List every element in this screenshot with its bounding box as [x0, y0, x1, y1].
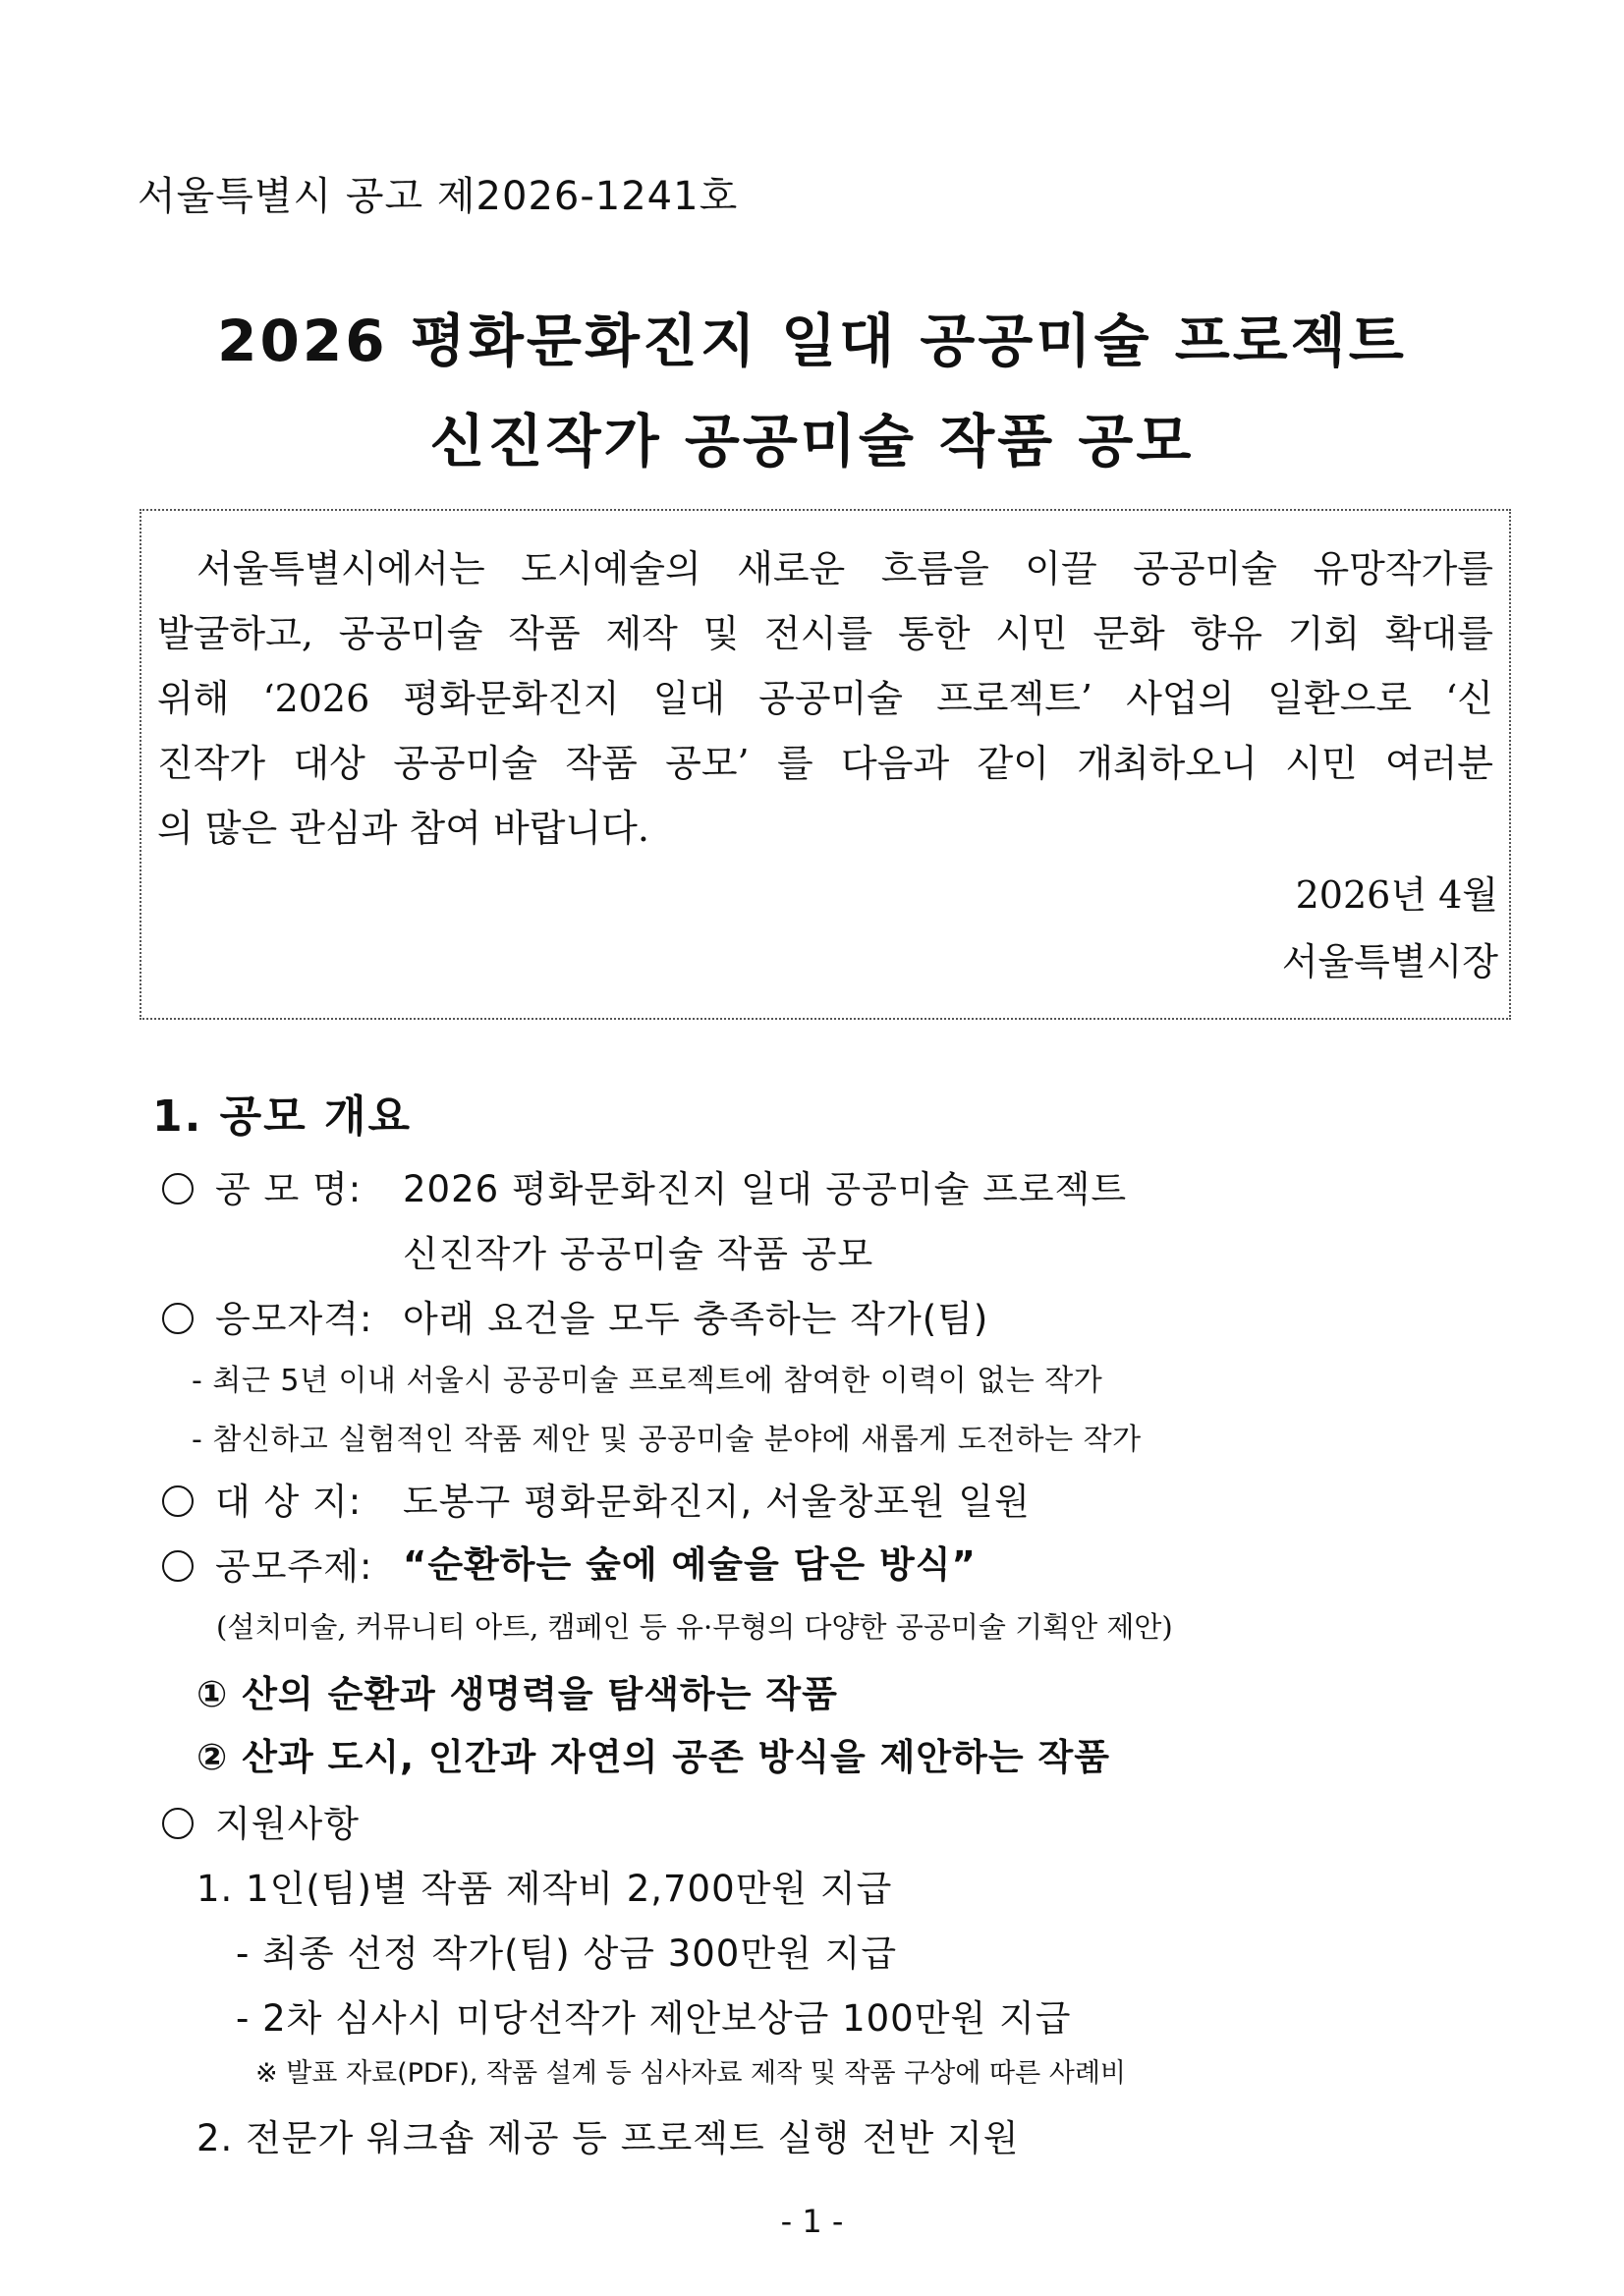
overview-item-eligibility [162, 1289, 372, 1342]
name-value-2: 신진작가 공공미술 작품 공모 [403, 1233, 874, 1275]
eligibility-sub: - 최근 5년 이내 서울시 공공미술 프로젝트에 참여한 이력이 없는 작가 [192, 1364, 1103, 1398]
theme-value: “순환하는 숲에 예술을 담은 방식” [403, 1543, 977, 1586]
support-label: 지원사항 [215, 1803, 360, 1845]
circle-bullet-icon [162, 1303, 194, 1334]
theme-note: (설치미술, 커뮤니티 아트, 캠페인 등 유·무형의 다양한 공공미술 기획안 제안) [216, 1610, 1173, 1644]
support-sub: - 최종 선정 작가(팀) 상금 300만원 지급 [236, 1932, 898, 1975]
intro-line: 진작가 대상 공공미술 작품 공모’ 를 다음과 같이 개최하오니 시민 여러분 [157, 742, 1493, 785]
intro-signer: 서울특별시장 [1281, 940, 1498, 983]
circle-bullet-icon [162, 1808, 194, 1839]
site-label: 대 상 지: [215, 1481, 363, 1523]
intro-line: 위해 ‘2026 평화문화진지 일대 공공미술 프로젝트’ 사업의 일환으로 ‘신 [157, 677, 1493, 720]
overview-item-site [162, 1472, 362, 1525]
section-title: 1. 공모 개요 [152, 1092, 412, 1142]
theme-label: 공모주제: [215, 1545, 373, 1588]
site-value: 도봉구 평화문화진지, 서울창포원 일원 [403, 1481, 1031, 1523]
eligibility-value: 아래 요건을 모두 충족하는 작가(팀) [403, 1298, 989, 1340]
circle-bullet-icon [162, 1173, 194, 1204]
intro-line: 서울특별시에서는 도시예술의 새로운 흐름을 이끌 공공미술 유망작가를 [196, 547, 1493, 590]
intro-date: 2026년 4월 [1295, 873, 1498, 917]
circle-bullet-icon [162, 1550, 194, 1582]
name-label: 공 모 명: [215, 1168, 363, 1210]
theme-item: ① 산의 순환과 생명력을 탐색하는 작품 [196, 1673, 838, 1715]
circle-bullet-icon [162, 1485, 194, 1517]
name-value-1: 2026 평화문화진지 일대 공공미술 프로젝트 [403, 1168, 1128, 1210]
notice-number: 서울특별시 공고 제2026-1241호 [138, 174, 739, 219]
intro-line: 발굴하고, 공공미술 작품 제작 및 전시를 통한 시민 문화 향유 기회 확대를 [157, 612, 1493, 655]
support-note: ※ 발표 자료(PDF), 작품 설계 등 심사자료 제작 및 작품 구상에 따른 사례비 [255, 2058, 1126, 2089]
overview-item-theme [162, 1537, 372, 1590]
theme-item: ② 산과 도시, 인간과 자연의 공존 방식을 제안하는 작품 [196, 1736, 1111, 1778]
support-sub: - 2차 심사시 미당선작가 제안보상금 100만원 지급 [236, 1997, 1072, 2040]
overview-item-name [162, 1159, 362, 1212]
page-title-line-1: 2026 평화문화진지 일대 공공미술 프로젝트 [217, 308, 1407, 374]
page-number: - 1 - [780, 2203, 844, 2240]
support-item: 2. 전문가 워크숍 제공 등 프로젝트 실행 전반 지원 [196, 2117, 1020, 2159]
eligibility-label: 응모자격: [215, 1298, 373, 1340]
overview-item-support [162, 1794, 360, 1847]
eligibility-sub: - 참신하고 실험적인 작품 제안 및 공공미술 분야에 새롭게 도전하는 작가 [192, 1423, 1142, 1457]
intro-line: 의 많은 관심과 참여 바랍니다. [157, 807, 649, 850]
support-item: 1. 1인(팀)별 작품 제작비 2,700만원 지급 [196, 1868, 893, 1910]
page-title-line-2: 신진작가 공공미술 작품 공모 [429, 408, 1195, 475]
